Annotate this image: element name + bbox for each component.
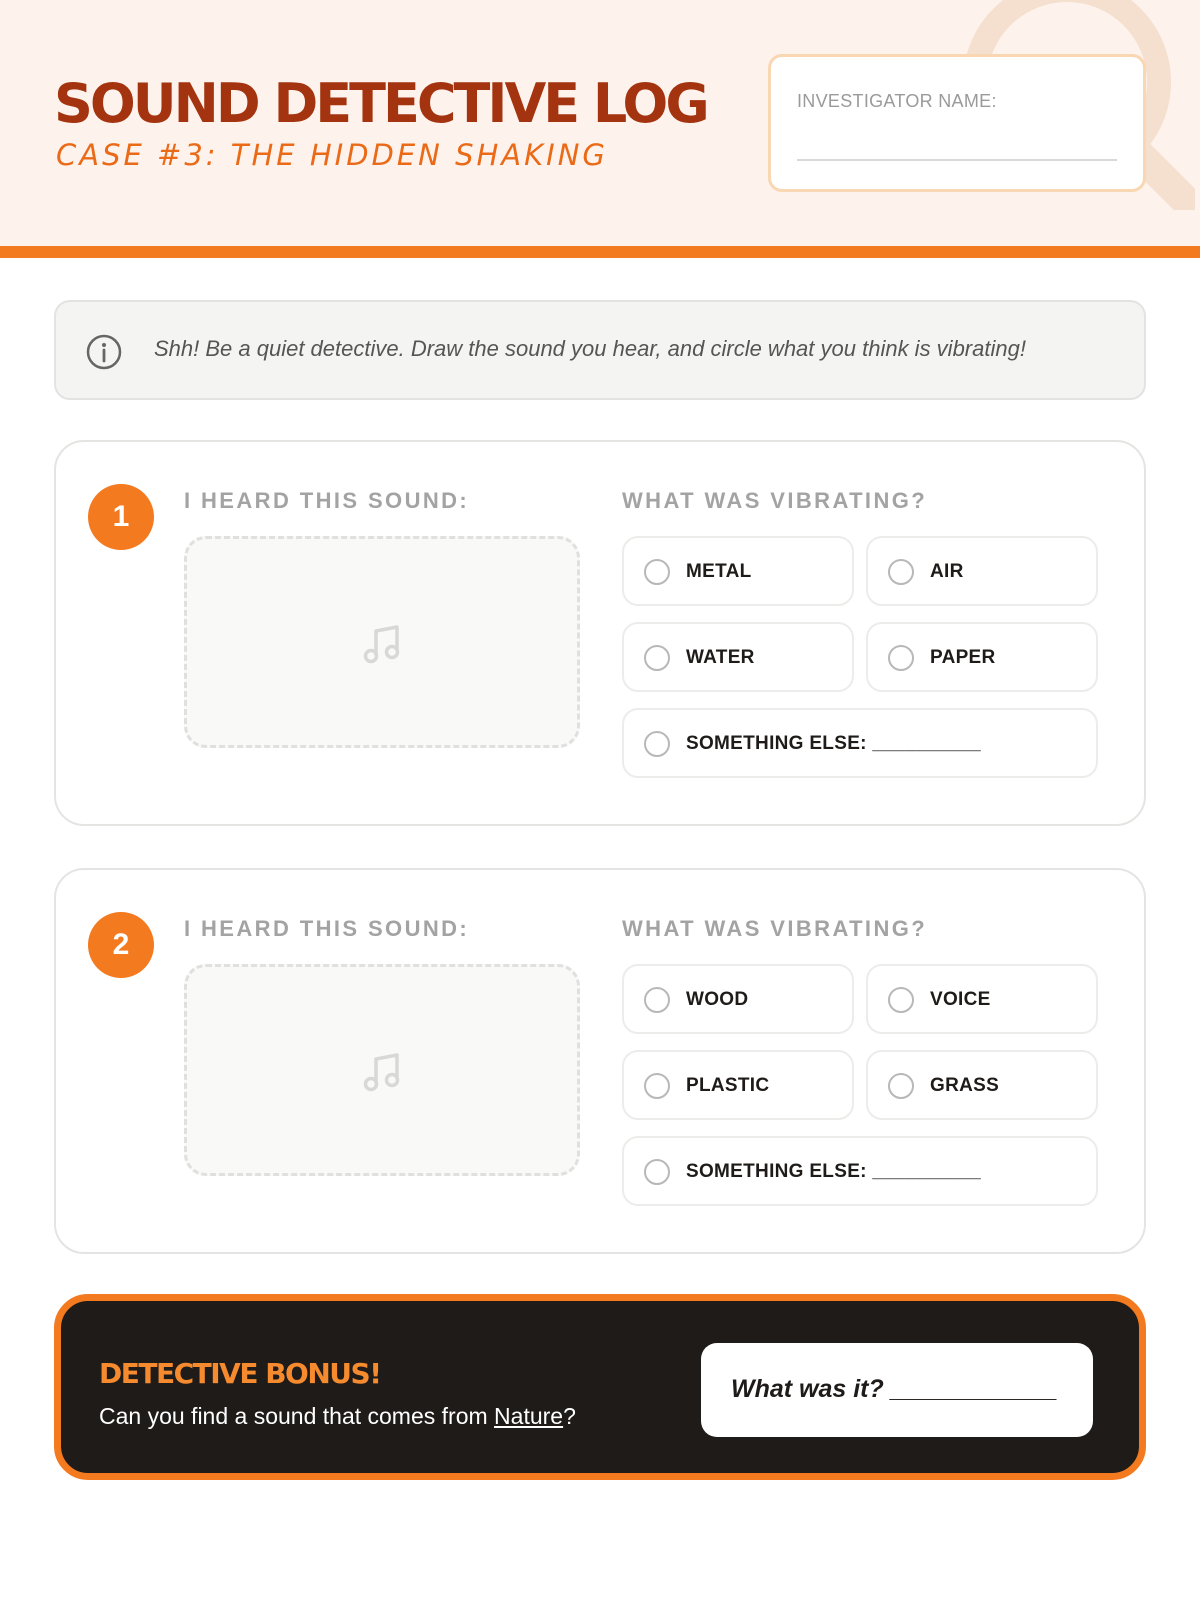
option-label: VOICE (930, 989, 991, 1010)
option-voice[interactable] (866, 964, 1098, 1034)
case-card-1 (54, 440, 1146, 826)
option-label: SOMETHING ELSE: __________ (686, 733, 982, 754)
option-something-else[interactable] (622, 708, 1098, 778)
bonus-nature-word: Nature (494, 1403, 564, 1429)
bonus-title: DETECTIVE BONUS! (99, 1357, 381, 1390)
radio-circle[interactable] (644, 1159, 670, 1185)
option-label: PAPER (930, 647, 996, 668)
sound-drawing-area[interactable] (184, 964, 580, 1176)
sound-label: I HEARD THIS SOUND: (184, 916, 470, 941)
info-icon (86, 334, 122, 370)
radio-circle[interactable] (888, 645, 914, 671)
option-label: SOMETHING ELSE: __________ (686, 1161, 982, 1182)
radio-circle[interactable] (644, 559, 670, 585)
investigator-name-box (768, 54, 1146, 192)
bonus-text-start: Can you find a sound that comes from (99, 1403, 495, 1429)
option-grass[interactable] (866, 1050, 1098, 1120)
option-wood[interactable] (622, 964, 854, 1034)
bonus-answer-prompt: What was it? ____________ (731, 1375, 1058, 1403)
instruction-text: Shh! Be a quiet detective. Draw the sound you hear, and circle what you think is vibrating! (154, 336, 1026, 361)
case-card-2 (54, 868, 1146, 1254)
detective-bonus-panel (54, 1294, 1146, 1480)
sound-label: I HEARD THIS SOUND: (184, 488, 470, 513)
page-title: SOUND DETECTIVE LOG (54, 72, 707, 135)
sound-drawing-area[interactable] (184, 536, 580, 748)
case-subtitle: CASE #3: THE HIDDEN SHAKING (56, 138, 608, 172)
header (0, 0, 1200, 258)
music-note-icon (359, 619, 407, 667)
option-something-else[interactable] (622, 1136, 1098, 1206)
option-label: WATER (686, 647, 755, 668)
option-plastic[interactable] (622, 1050, 854, 1120)
vibrating-label: WHAT WAS VIBRATING? (622, 916, 928, 941)
option-label: WOOD (686, 989, 749, 1010)
option-label: METAL (686, 561, 752, 582)
bonus-answer-box[interactable] (701, 1343, 1093, 1437)
option-paper[interactable] (866, 622, 1098, 692)
investigator-name-field[interactable] (797, 159, 1117, 161)
option-label: GRASS (930, 1075, 1000, 1096)
radio-circle[interactable] (644, 987, 670, 1013)
radio-circle[interactable] (888, 559, 914, 585)
radio-circle[interactable] (644, 645, 670, 671)
option-label: AIR (930, 561, 964, 582)
radio-circle[interactable] (644, 731, 670, 757)
case-number-badge: 2 (88, 912, 154, 978)
header-divider (0, 246, 1200, 258)
investigator-name-label: INVESTIGATOR NAME: (797, 91, 997, 111)
option-air[interactable] (866, 536, 1098, 606)
music-note-icon (359, 1047, 407, 1095)
bonus-question (99, 1403, 576, 1430)
option-water[interactable] (622, 622, 854, 692)
option-metal[interactable] (622, 536, 854, 606)
bonus-text-end: ? (563, 1403, 576, 1429)
radio-circle[interactable] (888, 1073, 914, 1099)
radio-circle[interactable] (644, 1073, 670, 1099)
option-label: PLASTIC (686, 1075, 770, 1096)
instruction-banner (54, 300, 1146, 400)
radio-circle[interactable] (888, 987, 914, 1013)
vibrating-label: WHAT WAS VIBRATING? (622, 488, 928, 513)
case-number-badge: 1 (88, 484, 154, 550)
